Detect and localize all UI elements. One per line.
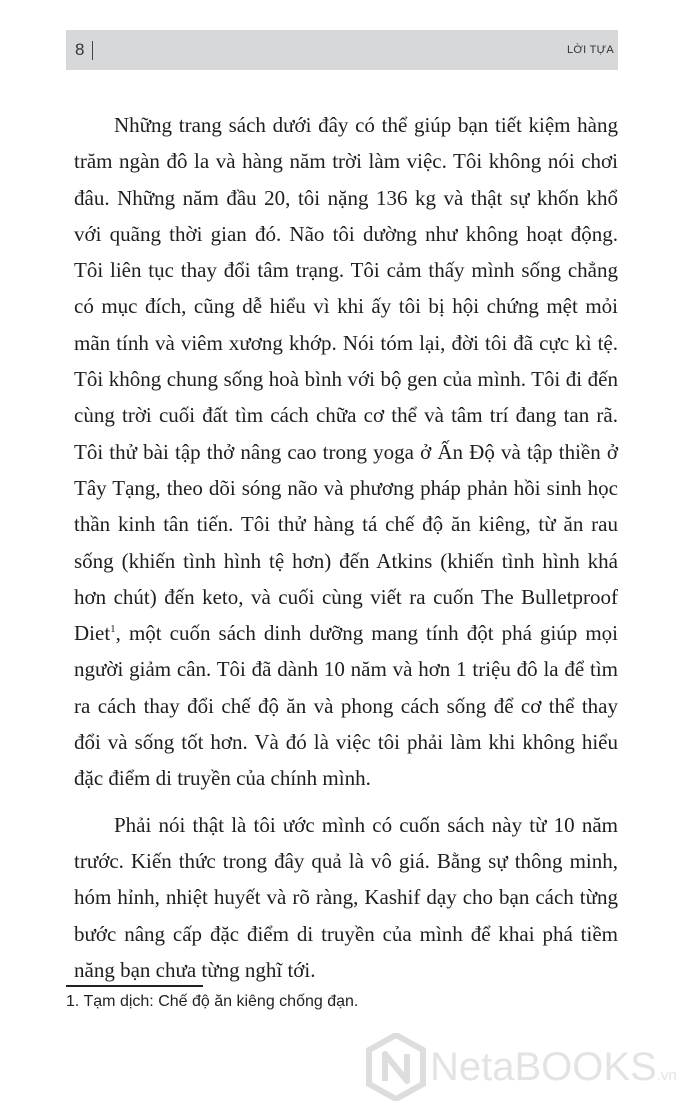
header-divider <box>92 41 93 60</box>
paragraph-text: , một cuốn sách dinh dưỡng mang tính đột phá giúp mọi người giảm cân. Tôi đã dành 10 năm và hơn 1 triệu đô la để tìm ra cách thay đổi chế độ ăn và phong cách sống để cơ thể thay đổi và sống tốt hơn. Và đó là việc tôi phải làm khi không hiểu đặc điểm di truyền của chính mình. <box>74 621 618 791</box>
watermark-domain: .vn <box>656 1067 677 1084</box>
paragraph: Phải nói thật là tôi ước mình có cuốn sách này từ 10 năm trước. Kiến thức trong đây quả là vô giá. Bằng sự thông minh, hóm hỉnh, nhiệt huyết và rõ ràng, Kashif dạy cho bạn cách từng bước nâng cấp đặc điểm di truyền của mình để khai phá tiềm năng bạn chưa từng nghĩ tới. <box>74 812 618 982</box>
footnote-reference: 1 <box>110 623 116 636</box>
page-number: 8 <box>75 40 85 59</box>
paragraph-text: Những trang sách dưới đây có thể giúp bạn tiết kiệm hàng trăm ngàn đô la và hàng năm trời làm việc. Tôi không nói chơi đâu. Những năm đầu 20, tôi nặng 136 kg và thật sự khốn khổ với quãng thời gian đó. Não tôi dường như không hoạt động. Tôi liên tục thay đổi tâm trạng. Tôi cảm thấy mình sống chẳng có mục đích, cũng dễ hiểu vì khi ấy tôi bị hội chứng mệt mỏi mãn tính và viêm xương khớp. Nói tóm lại, đời tôi đã cực kì tệ. Tôi không chung sống hoà bình với bộ gen của mình. Tôi đi đến cùng trời cuối đất tìm cách chữa cơ thể và tâm trí đang tan rã. Tôi thử bài tập thở nâng cao trong yoga ở Ấn Độ và tập thiền ở Tây Tạng, theo dõi sóng não và phương pháp phản hồi sinh học thần kinh tân tiến. Tôi thử hàng tá chế độ ăn kiêng, từ ăn rau sống (khiến tình hình tệ hơn) đến Atkins (khiến tình hình khá hơn chút) đến keto, và cuối cùng viết ra cuốn The Bulletproof Diet <box>74 113 618 646</box>
neta-hexagon-logo-icon <box>366 1033 426 1101</box>
watermark-text <box>430 1045 677 1090</box>
paragraph <box>74 107 618 797</box>
page-body <box>74 107 618 988</box>
footnote-separator <box>66 985 203 987</box>
footnote: 1. Tạm dịch: Chế độ ăn kiêng chống đạn. <box>66 993 359 1010</box>
chapter-title: LỜI TỰA <box>566 44 614 56</box>
publisher-watermark <box>366 1033 696 1103</box>
running-header-bar <box>66 30 618 70</box>
watermark-brand: NetaBOOKS <box>430 1045 657 1089</box>
